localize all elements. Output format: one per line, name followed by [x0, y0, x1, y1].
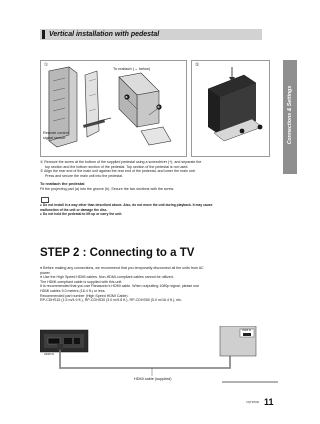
page-number: 11 [264, 397, 274, 407]
illustration-panel-1 [40, 60, 187, 157]
step-2-number: ② [40, 169, 44, 174]
section-heading-bar [40, 29, 262, 40]
remote-label-line-2: signal sensor [43, 136, 66, 140]
bullet-2-line-4: HDMI cables 5.0 meters (16.4 ft.) or less. [40, 288, 106, 293]
instruction-steps [40, 160, 280, 178]
step-1-line-2: top section and the bottom section of the pedestal. Top section of the pedestal is not used. [45, 164, 189, 169]
side-tab [283, 60, 297, 174]
bullet-2-line-5: Recommended part number (High Speed HDMI Cable): [40, 293, 129, 298]
bullet-2-line-2: The HDMI-compliant cable is supplied with this unit. [40, 279, 123, 284]
step-2-bullets [40, 266, 280, 303]
marker-b: b [157, 104, 160, 109]
connection-diagram [40, 326, 280, 388]
reattach-text: Fit the projecting part (a) into the groove (b). Secure the two sections with the screw. [40, 187, 175, 191]
note-line-2: malfunction of the unit or damage the disc. [40, 207, 108, 212]
note-line-3: ● Do not hold the pedestal to lift up or carry the unit. [40, 212, 123, 217]
document-code: VQT3W06 [246, 400, 260, 404]
reattach-callout: To reattach (→ below) [113, 67, 151, 71]
bullet-2-line-6: RP-CDHS15 (1.5 m/4.9 ft.), RP-CDHS30 (3.0 m/9.8 ft.), RP-CDHS50 (5.0 m/16.4 ft.), etc. [40, 298, 182, 303]
step-1-text: Remove the screw at the bottom of the supplied pedestal using a screwdriver (+), and separate the [44, 160, 202, 164]
panel-1-number: ① [44, 62, 49, 67]
heading-marker [42, 30, 45, 39]
pedestal-illustration [41, 61, 186, 156]
bullet-1-line-2: power. [40, 270, 51, 275]
note-line-1: ● Do not install in a way other than described above. Also, do not move the unit during playback. It may cause [40, 203, 213, 207]
hdmi-cable-label: HDMI cable (supplied) [134, 377, 172, 381]
reattach-parts-drawing [119, 73, 171, 145]
step-2-text: Align the rear end of the main unit against the rear end of the pedestal, and lower the main unit. [44, 169, 196, 174]
section-title: Vertical installation with pedestal [49, 31, 160, 38]
mounting-illustration [192, 61, 269, 156]
step-2-line-2: Press and secure the main unit into the pedestal. [45, 173, 123, 178]
side-tab-label: Connections & Settings [287, 85, 293, 145]
marker-a: a [125, 94, 128, 99]
step-1-number: ① [40, 160, 44, 164]
bullet-2-line-1: ● Use the High Speed HDMI cables. Non-HDMI-compliant cables cannot be utilized. [40, 275, 174, 280]
illustration-panel-2 [191, 60, 270, 157]
panel-2-number: ② [195, 62, 200, 67]
notes-block [40, 203, 212, 217]
step-2-heading: STEP 2 : Connecting to a TV [40, 247, 195, 259]
tv-hdmi-label: HDMI IN [242, 329, 252, 332]
bullet-1-line-1: ● Before making any connections, we recommend that you temporarily disconnect all the units from AC [40, 266, 204, 270]
remote-label-line-1: Remote control [43, 131, 69, 135]
player-hdmi-label: HDMI IN [44, 353, 54, 356]
pedestal-top-drawing [85, 71, 99, 137]
bullet-2-line-3: It is recommended that you use Panasonic's HDMI cable. When outputting 1080p signal, please use [40, 284, 200, 289]
reattach-heading: To reattach the pedestal [40, 181, 85, 186]
